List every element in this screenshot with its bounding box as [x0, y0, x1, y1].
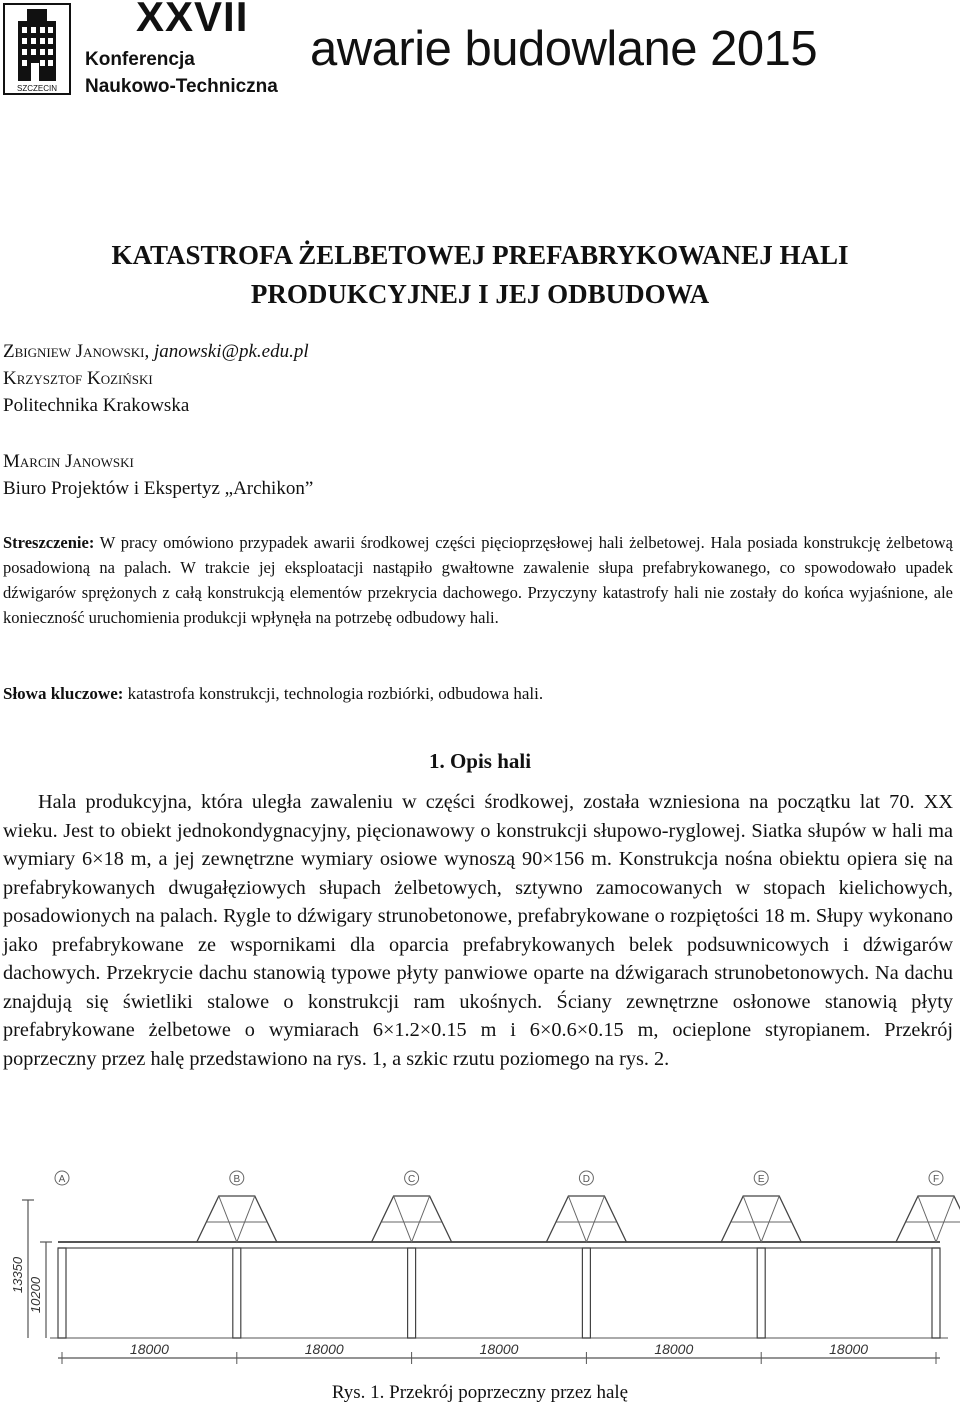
axis-label: E [757, 1174, 765, 1185]
affiliation-2: Biuro Projektów i Ekspertyz „Archikon” [3, 478, 314, 499]
axis-label: B [233, 1174, 241, 1185]
conference-label: Konferencja [85, 49, 195, 70]
author-2-name: Krzysztof Koziński [3, 368, 153, 389]
span-dimension-label: 18000 [654, 1341, 694, 1357]
paper-title-line1: KATASTROFA ŻELBETOWEJ PREFABRYKOWANEJ HALI [111, 240, 849, 270]
column [58, 1248, 66, 1338]
section-heading: 1. Opis hali [428, 749, 532, 773]
section-paragraph: Hala produkcyjna, która uległa zawaleniu w części środkowej, została wzniesiona na początku lat 70. XX wieku. Jest to obiekt jednokondygnacyjny, pięcionawowy o konstrukcji słupowo-ryglowej. Siatka słupów w hali ma wymiary 6×18 m, a jej zewnętrzne wymiary osiowe wynoszą 90×156 m. Konstrukcja nośna obiektu opiera się na prefabrykowanych dwugałęziowych słupach żelbetowych, sztywno zamocowanych w stopach kielichowych, posadowionych na palach. Rygle to dźwigary strunobetonowe, prefabrykowane o rozpiętości 18 m. Słupy wykonano jako prefabrykowane ze wspornikami dla oparcia prefabrykowanych belek podsuwnicowych i dźwigarów dachowych. Przekrycie dachu stanowią typowe płyty panwiowe oparte na dźwigarach strunobetonowych. Na dachu znajdują się świetliki stalowe o konstrukcji ram ukośnych. Ściany zewnętrzne osłonowe stanowią płyty prefabrykowane żelbetowe o wymiarach 6×1.2×0.15 m i 6×0.6×0.15 m, ocieplone styropianem. Przekrój poprzeczny przez halę przedstawiono na rys. 1, a szkic rzutu poziomego na rys. 2. [3, 791, 953, 1070]
span-dimension-label: 18000 [129, 1341, 169, 1357]
height-column-label: 10200 [28, 1276, 43, 1314]
column [233, 1248, 241, 1338]
figure-caption: Rys. 1. Przekrój poprzeczny przez halę [331, 1382, 629, 1403]
column [408, 1248, 416, 1338]
axis-label: A [58, 1174, 66, 1185]
abstract-text: W pracy omówiono przypadek awarii środkowej części pięcioprzęsłowej hali żelbetowej. Hala posiada konstrukcję żelbetową posadowioną na palach. W trakcie jej eksploatacji nastąpiło gwałtowne zawalenie słupa prefabrykowanego, co spowodowało upadek dźwigarów sprężonych z całą konstrukcją elementów przekrycia dachowego. Przyczyny katastrofy hali nie zostały do końca wyjaśnione, ale konieczność uruchomienia produkcji wpłynęła na potrzebę odbudowy hali. [3, 533, 953, 627]
span-dimension-label: 18000 [479, 1341, 519, 1357]
conference-number: XXVII [136, 0, 249, 40]
span-dimension-label: 18000 [304, 1341, 344, 1357]
cross-section-figure [0, 1160, 960, 1375]
skylight-frame [721, 1196, 801, 1242]
keywords-text: katastrofa konstrukcji, technologia rozbiórki, odbudowa hali. [127, 684, 544, 703]
axis-label: F [932, 1174, 940, 1185]
author-1-name: Zbigniew Janowski [3, 341, 145, 362]
skylight-frame [896, 1196, 960, 1242]
axis-label: C [407, 1174, 416, 1185]
column [757, 1248, 765, 1338]
paper-title-line2: PRODUKCYJNEJ I JEJ ODBUDOWA [250, 279, 710, 309]
abstract [3, 530, 953, 630]
conference-type: Naukowo-Techniczna [85, 76, 278, 97]
keywords [3, 682, 543, 706]
axis-label: D [582, 1174, 591, 1185]
author-1-email[interactable]: janowski@pk.edu.pl [153, 341, 309, 362]
column [582, 1248, 590, 1338]
skylight-frame [546, 1196, 626, 1242]
affiliation-1: Politechnika Krakowska [3, 395, 190, 416]
keywords-label: Słowa kluczowe: [3, 684, 124, 703]
skylight-frame [372, 1196, 452, 1242]
logo-city-text: SZCZECIN [17, 84, 57, 93]
column [932, 1248, 940, 1338]
abstract-label: Streszczenie: [3, 533, 95, 552]
conference-logo [3, 3, 71, 95]
author-1: Zbigniew Janowski, janowski@pk.edu.pl [3, 341, 309, 362]
skylight-frame [197, 1196, 277, 1242]
height-total-label: 13350 [10, 1256, 25, 1294]
span-dimension-label: 18000 [829, 1341, 869, 1357]
author-3-name: Marcin Janowski [3, 451, 134, 472]
conference-series-title: awarie budowlane 2015 [310, 22, 818, 76]
